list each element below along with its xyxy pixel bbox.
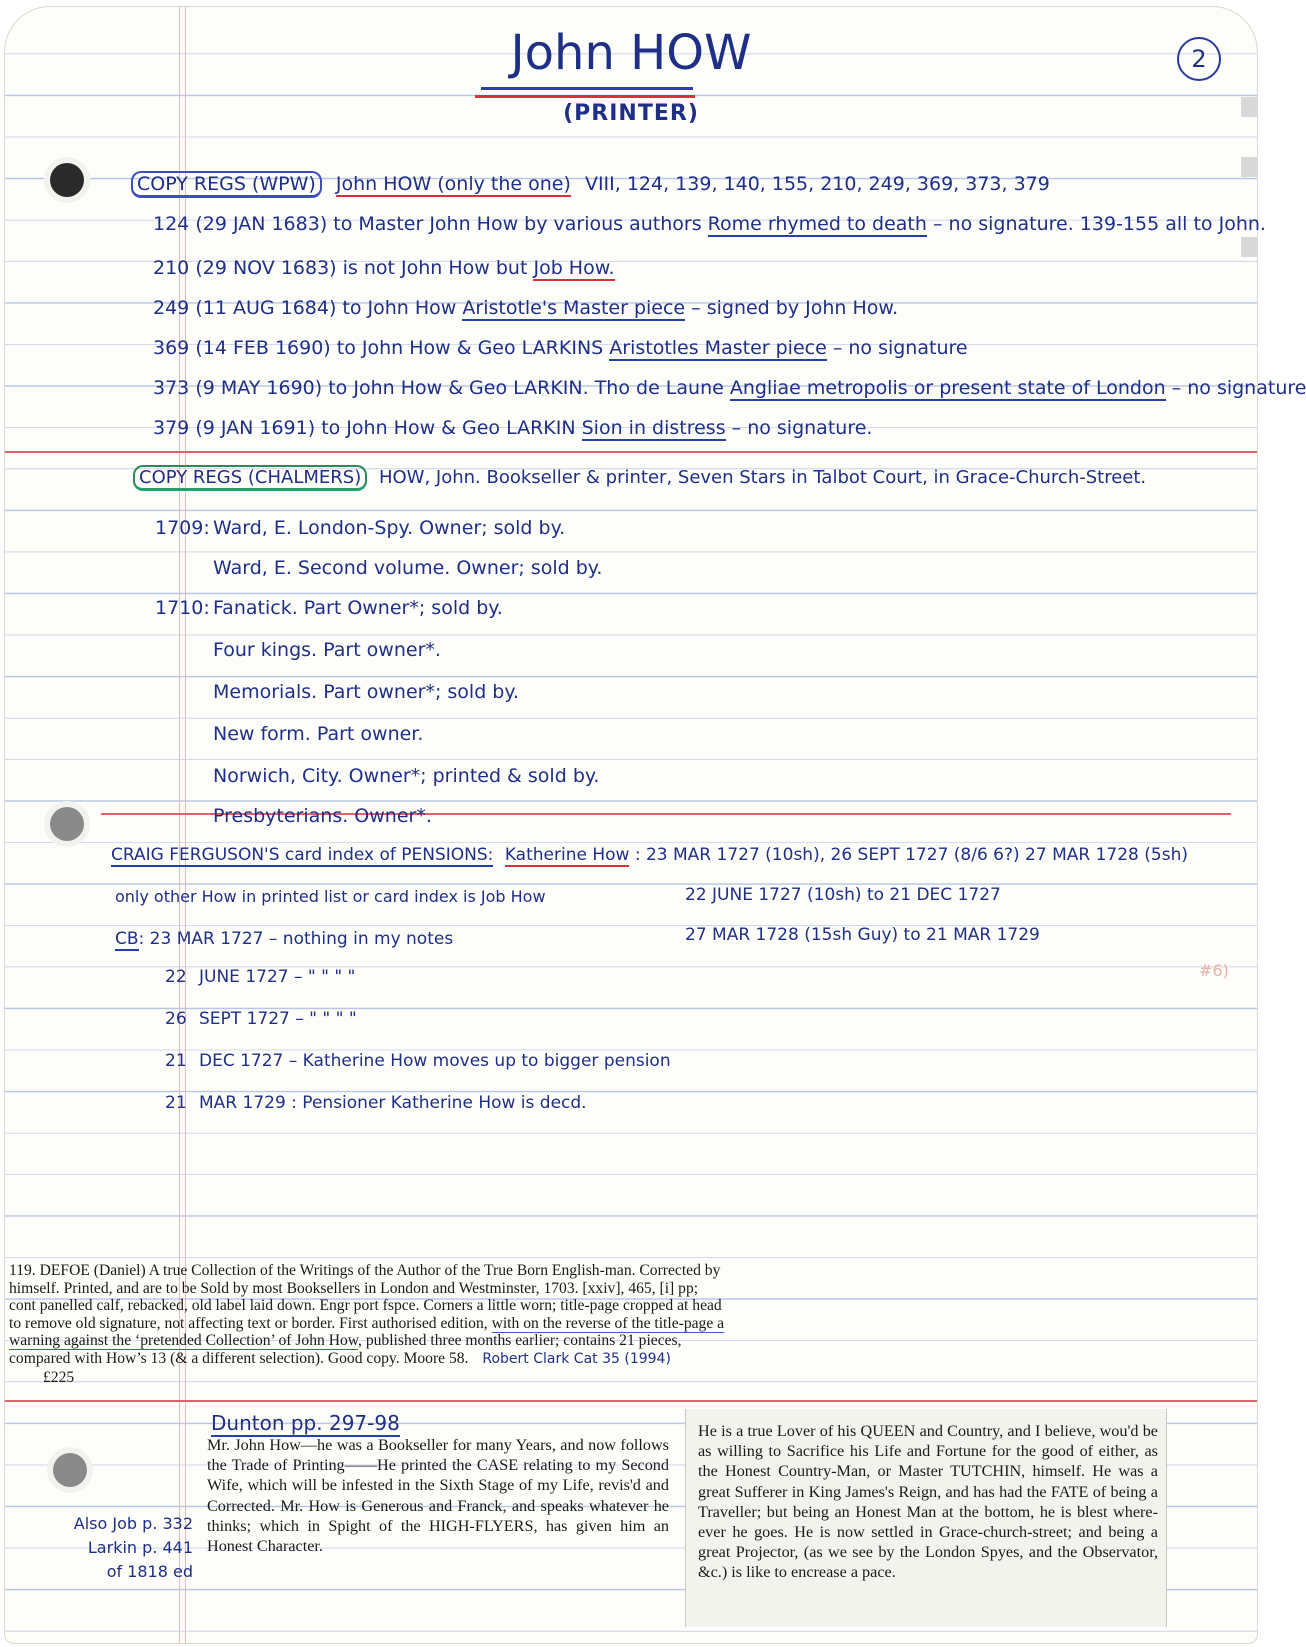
wpw-name: John HOW (only the one) <box>335 173 571 195</box>
cb-label: CB <box>115 929 139 949</box>
catalogue-clipping: 119. DEFOE (Daniel) A true Collection of the Writings of the Author of the True Born English-man. Corrected by himself. Printed, and are to be Sold by most Booksellers in London and Westminster, 1703. [xxiv], 465, [i] pp; cont panelled calf, rebacked, old label laid down. Engr port fspce. Corners a little worn; title-page cropped at head to remove old signature, not affecting text or border. First authorised edition, with on the reverse of the title-page a warning against the ‘pretended Collection’ of John How, published three months earlier; contains 21 pieces, compared with How’s 13 (& a different selection). Good copy. Moore 58. Robert Clark Cat 35 (1994) £225 <box>9 1262 725 1386</box>
pensions-line2: 22 JUNE 1727 (10sh) to 21 DEC 1727 <box>685 885 1001 905</box>
page-subtitle: (PRINTER) <box>563 101 699 126</box>
section-rule <box>5 451 1257 453</box>
chalmers-desc: HOW, John. Bookseller & printer, Seven Stars in Talbot Court, in Grace-Church-Street. <box>378 467 1147 488</box>
wpw-entry: 369 (14 FEB 1690) to John How & Geo LARKINS Aristotles Master piece – no signature <box>153 337 968 359</box>
pensions-only-other: only other How in printed list or card index is Job How <box>115 887 546 906</box>
page-number: 2 <box>1177 37 1221 81</box>
punch-hole <box>50 807 84 841</box>
chalmers-header-line <box>133 467 1146 488</box>
chalmers-entry: 1710: Fanatick. Part Owner*; sold by. <box>155 597 503 619</box>
title-underline <box>475 95 695 98</box>
cb-first: : 23 MAR 1727 – nothing in my notes <box>138 929 454 949</box>
dunton-heading: Dunton pp. 297-98 <box>211 1411 400 1435</box>
clipping-price: £225 <box>43 1368 75 1386</box>
cb-entry: 21 DEC 1727 – Katherine How moves up to bigger pension <box>165 1051 671 1071</box>
dunton-clipping: Mr. John How—he was a Bookseller for many Years, and now follows the Trade of Printing——He printed the CASE relating to my Second Wife, which will be infested in the Sixth Stage of my Life, revis'd and Corrected. Mr. How is Generous and Franck, and speaks whatever he thinks; which in Spight of the HIGH-FLYERS, has given him an Honest Character. <box>207 1436 669 1556</box>
side-note: Also Job p. 332 Larkin p. 441 of 1818 ed <box>73 1514 193 1581</box>
margin-mark: #6) <box>1199 961 1229 980</box>
punch-hole <box>50 163 84 197</box>
cb-first-line <box>115 929 453 949</box>
section-rule <box>5 1400 1257 1402</box>
page-tab <box>1241 157 1257 177</box>
pensions-line1: : 23 MAR 1727 (10sh), 26 SEPT 1727 (8/6 6?) 27 MAR 1728 (5sh) <box>634 845 1188 865</box>
clipping-note: Robert Clark Cat 35 (1994) <box>482 1350 671 1367</box>
chalmers-entry: Presbyterians. Owner*. <box>213 805 432 827</box>
page-title: John HOW <box>510 25 752 81</box>
pensions-line3: 27 MAR 1728 (15sh Guy) to 21 MAR 1729 <box>685 925 1040 945</box>
wpw-entry: 373 (9 MAY 1690) to John How & Geo LARKIN. Tho de Laune Angliae metropolis or present state of London – no signature <box>153 377 1306 399</box>
chalmers-entry: Ward, E. Second volume. Owner; sold by. <box>213 557 603 579</box>
punch-hole <box>53 1453 87 1487</box>
wpw-entry: 249 (11 AUG 1684) to John How Aristotle's Master piece – signed by John How. <box>153 297 899 319</box>
wpw-header-line <box>131 173 1050 195</box>
chalmers-entry: 1709: Ward, E. London-Spy. Owner; sold by. <box>155 517 566 539</box>
wpw-refs: VIII, 124, 139, 140, 155, 210, 249, 369, 373, 379 <box>584 173 1050 195</box>
chalmers-entry: Norwich, City. Owner*; printed & sold by. <box>213 765 600 787</box>
notebook-page <box>4 6 1306 1644</box>
cb-entry: 21 MAR 1729 : Pensioner Katherine How is decd. <box>165 1093 587 1113</box>
chalmers-entry: New form. Part owner. <box>213 723 424 745</box>
page-tab <box>1241 237 1257 257</box>
chalmers-entry: Memorials. Part owner*; sold by. <box>213 681 519 703</box>
pensions-header-line <box>111 845 1188 865</box>
wpw-entry: 124 (29 JAN 1683) to Master John How by various authors Rome rhymed to death – no signature. 139-155 all to John. <box>153 213 1266 235</box>
cb-entry: 22 JUNE 1727 – " " " " <box>165 967 356 987</box>
wpw-entry: 210 (29 NOV 1683) is not John How but Job How. <box>153 257 615 279</box>
copy-regs-wpw-label: COPY REGS (WPW) <box>131 171 322 198</box>
pensions-label: CRAIG FERGUSON'S card index of PENSIONS: <box>111 845 494 865</box>
copy-regs-chalmers-label: COPY REGS (CHALMERS) <box>133 465 367 491</box>
cb-entry: 26 SEPT 1727 – " " " " <box>165 1009 357 1029</box>
queen-clipping: He is a true Lover of his QUEEN and Country, and I believe, wou'd be as willing to Sacrifice his Life and Fortune for the good of either, as the Honest Country-Man, or Master TUTCHIN, himself. He was a great Sufferer in King James's Reign, and has had the FATE of being a Traveller; but being an Honest Man at the bottom, he is blest where-ever he goes. He is now settled in Grace-church-street; and being a great Projector, (as we see by the London Spyes, and the Observator, &c.) is like to encrease a pace. <box>685 1409 1167 1627</box>
title-underline <box>481 87 693 90</box>
pensions-name: Katherine How <box>504 845 630 865</box>
chalmers-entry: Four kings. Part owner*. <box>213 639 441 661</box>
wpw-entry: 379 (9 JAN 1691) to John How & Geo LARKIN Sion in distress – no signature. <box>153 417 873 439</box>
